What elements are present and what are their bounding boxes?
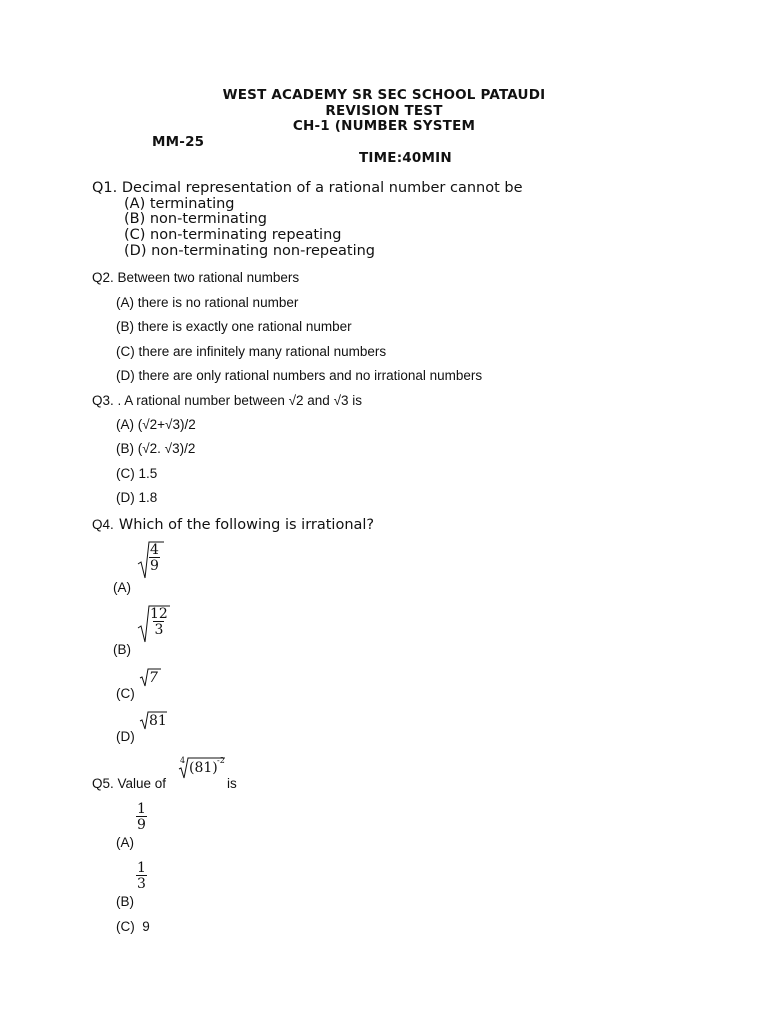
q2-option-c: (C) there are infinitely many rational numbers: [116, 344, 387, 359]
q4-a-denominator: 9: [150, 558, 159, 574]
q2-option-b: (B) there is exactly one rational number: [116, 319, 352, 334]
q4-d-radicand: 81: [149, 713, 167, 729]
q5-option-c: (C) 9: [116, 919, 150, 934]
q5-expression: [177, 756, 227, 780]
q5-b-numerator: 1: [137, 860, 146, 876]
q5-b-denominator: 3: [137, 876, 146, 892]
question-4-text: Which of the following is irrational?: [118, 517, 375, 533]
q1-option-a: (A) terminating: [124, 196, 235, 212]
question-2: Q2. Between two rational numbers: [92, 270, 300, 285]
q5-a-denominator: 9: [137, 817, 146, 833]
question-4: [92, 514, 374, 533]
q4-option-b-label: (B): [113, 642, 131, 657]
q3-option-b: (B) (√2. √3)/2: [116, 441, 196, 456]
question-5-suffix: is: [227, 776, 237, 791]
q5-option-b-expression: [136, 861, 147, 891]
q4-b-denominator: 3: [154, 622, 164, 638]
q3-option-d: (D) 1.8: [116, 490, 158, 505]
q4-option-d-label: (D): [116, 729, 135, 744]
q4-b-numerator: 12: [150, 606, 168, 622]
q3-option-c: (C) 1.5: [116, 466, 158, 481]
q4-option-d-expression: [139, 711, 169, 731]
q5-radicand: (81): [189, 760, 218, 776]
question-3: Q3. . A rational number between √2 and √3 is: [92, 393, 362, 408]
q5-option-a-expression: [136, 802, 147, 832]
q1-option-b: (B) non-terminating: [124, 211, 268, 227]
question-1: Q1. Decimal representation of a rational number cannot be: [92, 180, 523, 196]
q5-root-index: 4: [180, 756, 186, 765]
q1-option-c: (C) non-terminating repeating: [124, 227, 342, 243]
max-marks: MM-25: [152, 134, 205, 150]
question-5: Q5. Value of: [92, 776, 167, 791]
question-4-number: Q4.: [92, 517, 114, 532]
q4-option-a-expression: [136, 540, 166, 582]
q5-option-b-label: (B): [116, 894, 134, 909]
q5-option-a-label: (A): [116, 835, 134, 850]
q3-option-a: (A) (√2+√3)/2: [116, 417, 196, 432]
test-title: REVISION TEST: [325, 103, 443, 119]
q1-option-d: (D) non-terminating non-repeating: [124, 243, 375, 259]
chapter-title: CH-1 (NUMBER SYSTEM: [292, 118, 476, 134]
q4-a-numerator: 4: [150, 542, 159, 558]
time-allowed: TIME:40MIN: [359, 150, 452, 166]
q4-option-b-expression: [136, 604, 172, 646]
q4-option-a-label: (A): [113, 580, 131, 595]
q2-option-a: (A) there is no rational number: [116, 295, 299, 310]
q4-option-c-expression: [139, 668, 163, 688]
q4-option-c-label: (C): [116, 686, 135, 701]
school-name: WEST ACADEMY SR SEC SCHOOL PATAUDI: [222, 87, 546, 103]
q2-option-d: (D) there are only rational numbers and no irrational numbers: [116, 368, 483, 383]
q5-a-numerator: 1: [137, 801, 146, 817]
q4-c-radicand: 7: [149, 670, 158, 686]
q5-exponent: -2: [217, 756, 225, 765]
